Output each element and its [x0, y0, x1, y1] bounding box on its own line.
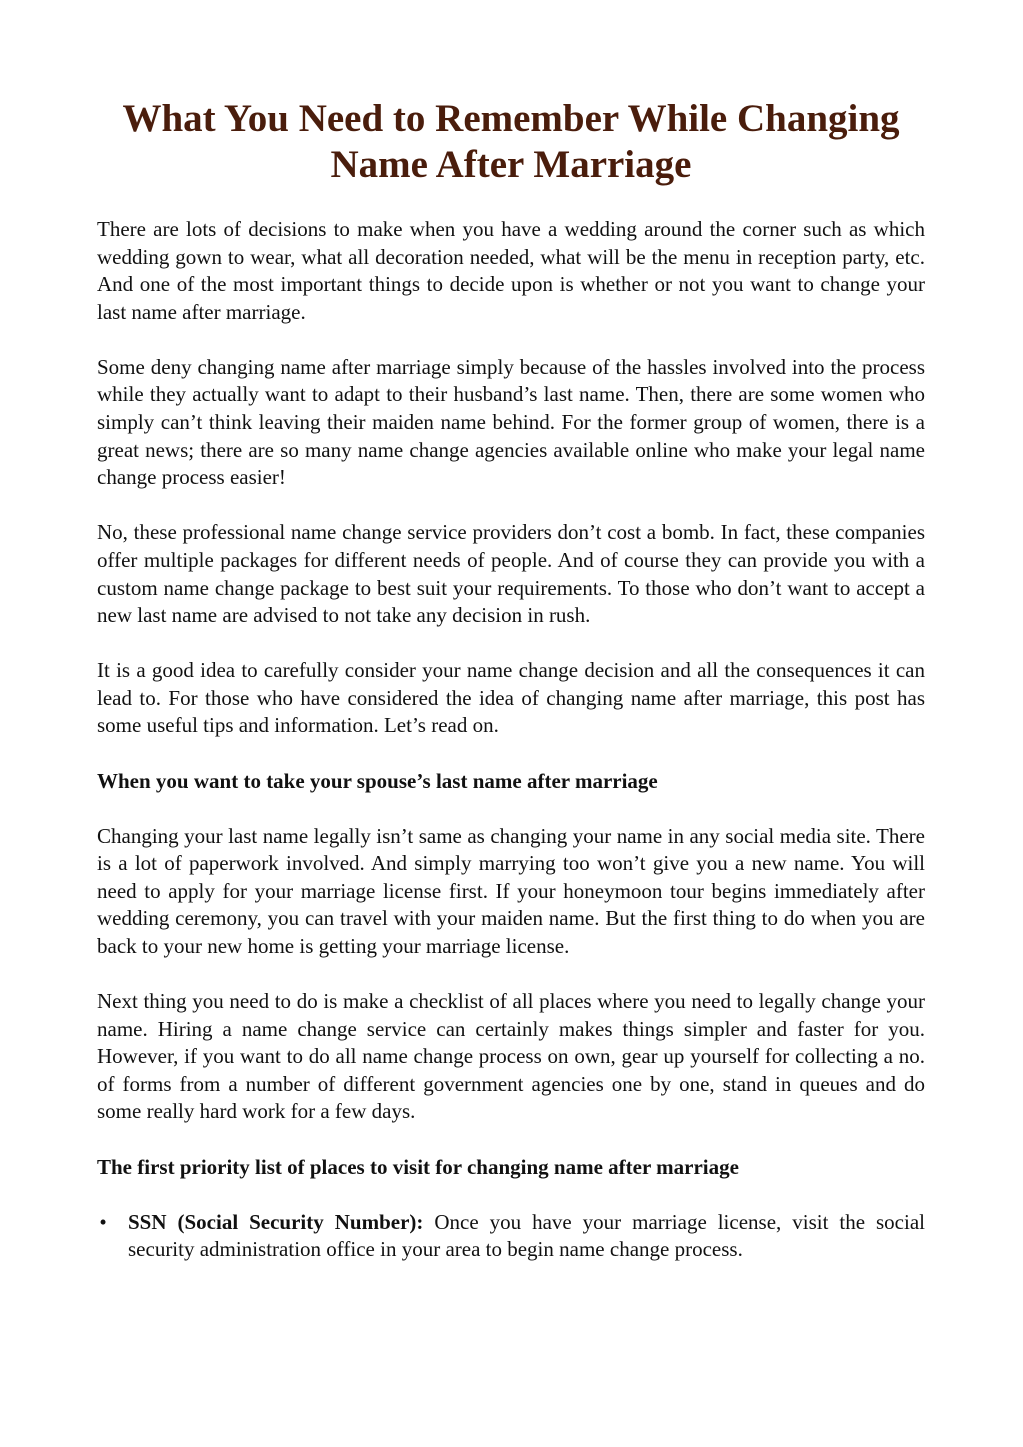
priority-places-list [97, 1209, 925, 1264]
paragraph-checklist: Next thing you need to do is make a checklist of all places where you need to legally change your name. Hiring a name change service can certainly makes things simpler and faster for you. However, if you want to do all name change process on own, gear up yourself for collecting a no. of forms from a number of different government agencies one by one, stand in queues and do some really hard work for a few days. [97, 989, 925, 1124]
paragraph-consider-decision: It is a good idea to carefully consider your name change decision and all the consequences it can lead to. For those who have considered the idea of changing name after marriage, this post has some useful tips and information. Let’s read on. [97, 658, 925, 738]
bullet-term: SSN (Social Security Number): [128, 1209, 424, 1234]
section-heading-take-spouse-name: When you want to take your spouse’s last name after marriage [97, 768, 658, 793]
section-heading-priority-list: The first priority list of places to visit for changing name after marriage [97, 1154, 739, 1179]
paragraph-legal-change: Changing your last name legally isn’t same as changing your name in any social media site. There is a lot of paperwork involved. And simply marrying too won’t give you a new name. You will need to apply for your marriage license first. If your honeymoon tour begins immediately after wedding ceremony, you can travel with your maiden name. But the first thing to do when you are back to your new home is getting your marriage license. [97, 823, 925, 958]
bullet-text: Once you have your marriage license, visit the social security administration office in your area to begin name change process. [128, 1209, 925, 1262]
document-page [97, 96, 925, 1264]
document-title: What You Need to Remember While Changing Name After Marriage [122, 97, 900, 186]
paragraph-hassles: Some deny changing name after marriage simply because of the hassles involved into the process while they actually want to adapt to their husband’s last name. Then, there are some women who simply can’t think leaving their maiden name behind. For the former group of women, there is a great news; there are so many name change agencies available online who make your legal name change process easier! [97, 354, 925, 490]
list-item [97, 1209, 925, 1264]
paragraph-service-providers: No, these professional name change service providers don’t cost a bomb. In fact, these companies offer multiple packages for different needs of people. And of course they can provide you with a custom name change package to best suit your requirements. To those who don’t want to accept a new last name are advised to not take any decision in rush. [97, 520, 925, 628]
document-body [97, 216, 925, 1264]
bullet-icon: • [99, 1209, 107, 1234]
paragraph-intro: There are lots of decisions to make when you have a wedding around the corner such as which wedding gown to wear, what all decoration needed, what will be the menu in reception party, etc. And one of the most important things to decide upon is whether or not you want to change your last name after marriage. [97, 217, 925, 324]
